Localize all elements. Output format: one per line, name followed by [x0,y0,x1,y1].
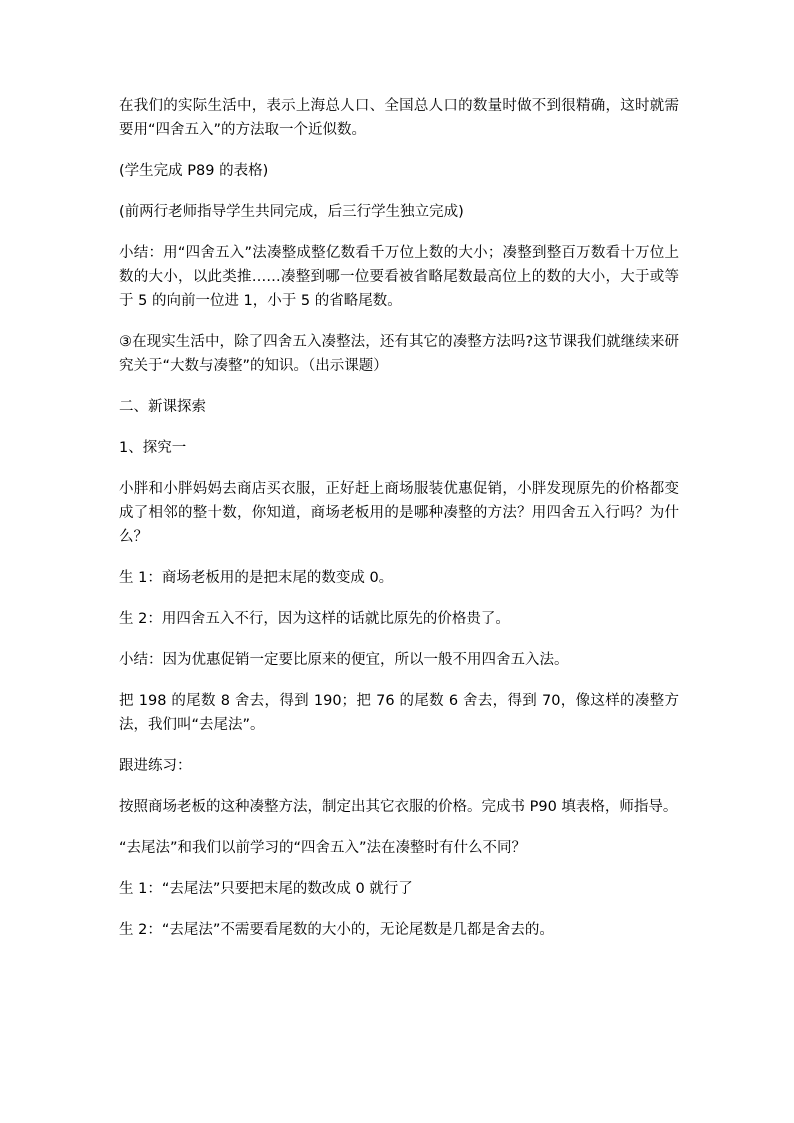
document-body [119,94,679,959]
paragraph-student-1-answer: 生 1：商场老板用的是把末尾的数变成 0。 [119,570,394,586]
paragraph-shopping-story: 小胖和小胖妈妈去商店买衣服，正好赶上商场服装优惠促销，小胖发现原先的价格都变成了相邻的整十数，你知道，商场老板用的是哪种凑整的方法？用四舍五入行吗？为什么？ [119,481,679,545]
section-heading-new-lesson: 二、新课探索 [119,399,206,415]
paragraph-comparison-question: “去尾法”和我们以前学习的“四舍五入”法在凑整时有什么不同？ [119,840,527,856]
paragraph-intro: 在我们的实际生活中，表示上海总人口、全国总人口的数量时做不到很精确，这时就需要用“四舍五入”的方法取一个近似数。 [119,98,679,138]
paragraph-practice-task: 按照商场老板的这种凑整方法，制定出其它衣服的价格。完成书 P90 填表格，师指导。 [119,799,678,815]
paragraph-student-1-comparison: 生 1：“去尾法”只要把末尾的数改成 0 就行了 [119,881,413,897]
paragraph-practice-heading: 跟进练习： [119,758,192,774]
paragraph-summary-rounding: 小结：用“四舍五入”法凑整成整亿数看千万位上数的大小；凑整到整百万数看十万位上数的大小，以此类推……凑整到哪一位要看被省略尾数最高位上的数的大小，大于或等于 5 的向前一位进 1，小于 5 的省略尾数。 [119,245,679,309]
paragraph-student-2-comparison: 生 2：“去尾法”不需要看尾数的大小的，无论尾数是几都是舍去的。 [119,922,554,938]
paragraph-summary-discount: 小结：因为优惠促销一定要比原来的便宜，所以一般不用四舍五入法。 [119,652,569,668]
subsection-heading-explore-1: 1、探究一 [119,440,187,456]
paragraph-other-methods: ③在现实生活中，除了四舍五入凑整法，还有其它的凑整方法吗?这节课我们就继续来研究关于“大数与凑整”的知识。（出示课题） [119,334,679,374]
paragraph-table-instructions: (前两行老师指导学生共同完成，后三行学生独立完成) [119,204,464,220]
paragraph-truncation-example: 把 198 的尾数 8 舍去，得到 190；把 76 的尾数 6 舍去，得到 70，像这样的凑整方法，我们叫“去尾法”。 [119,693,679,733]
paragraph-table-task: (学生完成 P89 的表格) [119,163,269,179]
paragraph-student-2-answer: 生 2：用四舍五入不行，因为这样的话就比原先的价格贵了。 [119,611,510,627]
